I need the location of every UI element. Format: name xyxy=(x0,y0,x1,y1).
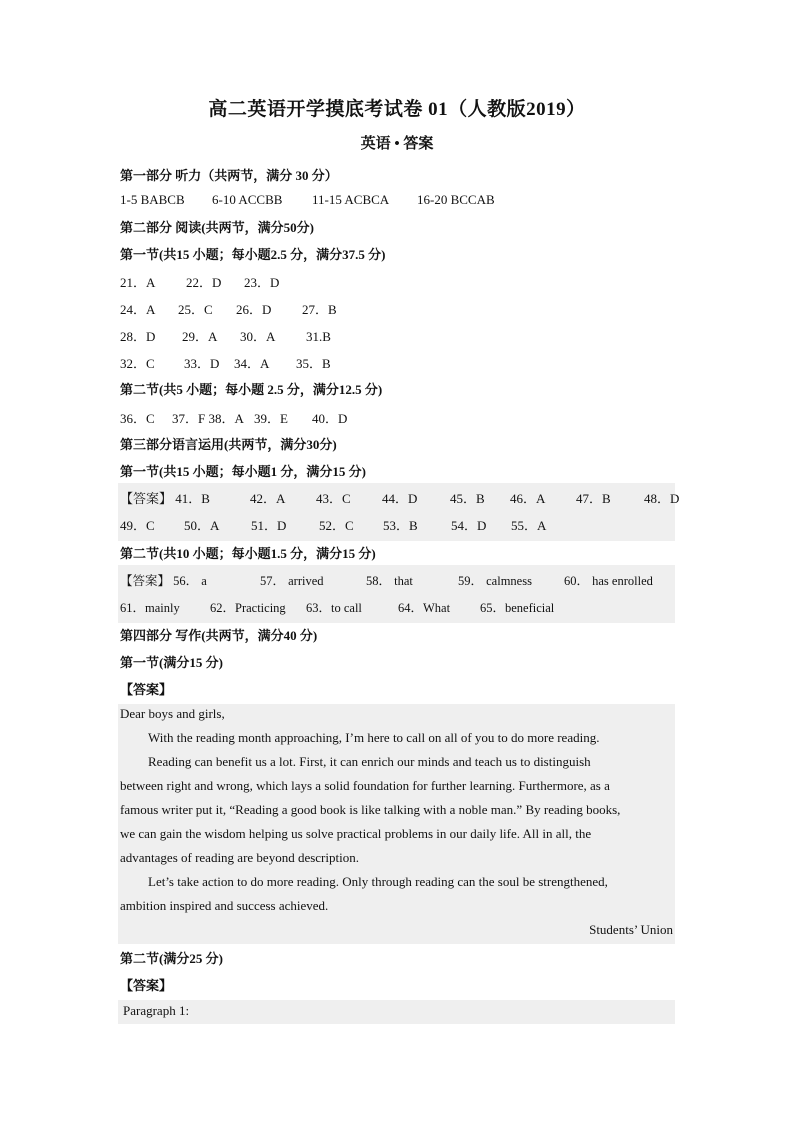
reading-answer: 24．A xyxy=(120,302,156,317)
reading-row xyxy=(120,353,331,372)
reading-answer: 27．B xyxy=(302,302,337,317)
essay-line: ambition inspired and success achieved. xyxy=(120,898,329,913)
grammar-answer: 65．beneficial xyxy=(480,601,555,615)
reading-answer: 37．F 38．A xyxy=(172,411,244,426)
cloze-answer: 51．D xyxy=(251,518,287,533)
cloze-answer: 49．C xyxy=(120,518,155,533)
part3-section2-heading: 第二节(共10 小题；每小题1.5 分，满分15 分) xyxy=(120,546,376,561)
cloze-answer: 54．D xyxy=(451,518,487,533)
paragraph-label: Paragraph 1: xyxy=(123,1003,190,1018)
reading-answer: 29．A xyxy=(182,329,218,344)
essay-line: Let’s take action to do more reading. Only through reading can the soul be strengthened, xyxy=(148,874,608,889)
part3-section1-heading: 第一节(共15 小题；每小题1 分，满分15 分) xyxy=(120,464,366,479)
part3-heading: 第三部分语言运用(共两节，满分30分) xyxy=(120,437,337,452)
part2-heading: 第二部分 阅读(共两节，满分50分) xyxy=(120,220,314,235)
cloze-answer: 50．A xyxy=(184,518,220,533)
listening-answer: 11-15 ACBCA xyxy=(312,192,390,207)
reading-row xyxy=(120,272,279,291)
reading-answer: 31.B xyxy=(306,329,331,344)
essay-line: we can gain the wisdom helping us solve practical problems in our daily life. All in all, the xyxy=(120,826,592,841)
grammar-answer: 【答案】 56． a xyxy=(120,574,207,588)
listening-answer: 16-20 BCCAB xyxy=(417,192,495,207)
essay-line: With the reading month approaching, I’m here to call on all of you to do more reading. xyxy=(148,730,600,745)
grammar-answer: 61．mainly xyxy=(120,601,180,615)
reading-answer: 22．D xyxy=(186,275,222,290)
reading-answer: 25．C xyxy=(178,302,213,317)
essay-salutation: Dear boys and girls, xyxy=(120,706,225,721)
essay-line: famous writer put it, “Reading a good book is like talking with a noble man.” By reading books, xyxy=(120,802,621,817)
reading-answer: 36．C xyxy=(120,411,155,426)
part4-heading: 第四部分 写作(共两节，满分40 分) xyxy=(120,628,318,643)
grammar-answer: 64．What xyxy=(398,601,451,615)
part4-section1-heading: 第一节(满分15 分) xyxy=(120,655,223,670)
cloze-answer: 【答案】 41．B xyxy=(120,491,210,506)
cloze-answer: 55．A xyxy=(511,518,547,533)
listening-answer: 6-10 ACCBB xyxy=(212,192,283,207)
cloze-answer: 45．B xyxy=(450,491,485,506)
cloze-answer: 48．D xyxy=(644,491,680,506)
reading-answer: 40．D xyxy=(312,411,348,426)
reading-answer: 23．D xyxy=(244,275,280,290)
cloze-answer: 53．B xyxy=(383,518,418,533)
grammar-answer-box xyxy=(118,565,675,623)
cloze-row xyxy=(120,515,546,534)
listening-answer: 1-5 BABCB xyxy=(120,192,185,207)
essay-answer-box xyxy=(118,704,675,944)
answer-label: 【答案】 xyxy=(120,682,173,697)
continuation-answer-box xyxy=(118,1000,675,1024)
cloze-row xyxy=(120,488,679,507)
cloze-answer: 47．B xyxy=(576,491,611,506)
page-subtitle: 英语 • 答案 xyxy=(360,136,434,152)
cloze-answer-box xyxy=(118,483,680,541)
part2-section1-heading: 第一节(共15 小题；每小题2.5 分，满分37.5 分) xyxy=(120,247,386,262)
essay-line: between right and wrong, which lays a solid foundation for further learning. Furthermore, as a xyxy=(120,778,610,793)
reading-row xyxy=(120,326,331,345)
grammar-row xyxy=(120,571,653,589)
grammar-answer: 57． arrived xyxy=(260,574,324,588)
grammar-answer: 59． calmness xyxy=(458,574,532,588)
part1-heading: 第一部分 听力（共两节，满分 30 分） xyxy=(120,168,338,183)
cloze-answer: 44．D xyxy=(382,491,418,506)
grammar-answer: 63．to call xyxy=(306,601,362,615)
reading-answer: 33．D xyxy=(184,356,220,371)
essay-line: Reading can benefit us a lot. First, it can enrich our minds and teach us to distinguish xyxy=(148,754,591,769)
reading-answer: 35．B xyxy=(296,356,331,371)
cloze-answer: 42．A xyxy=(250,491,286,506)
reading-answer: 28．D xyxy=(120,329,156,344)
reading-row xyxy=(120,408,347,427)
reading-answer: 21．A xyxy=(120,275,156,290)
part1-answers xyxy=(120,192,495,208)
reading-answer: 26．D xyxy=(236,302,272,317)
cloze-answer: 52．C xyxy=(319,518,354,533)
essay-signature: Students’ Union xyxy=(589,922,673,937)
page-title: 高二英语开学摸底考试卷 01（人教版2019） xyxy=(208,99,586,120)
cloze-answer: 46．A xyxy=(510,491,546,506)
reading-answer: 39．E xyxy=(254,411,288,426)
part2-section2-heading: 第二节(共5 小题；每小题 2.5 分，满分12.5 分) xyxy=(120,382,383,397)
grammar-answer: 60． has enrolled xyxy=(564,574,653,588)
grammar-row xyxy=(120,598,554,616)
essay-line: advantages of reading are beyond description. xyxy=(120,850,359,865)
cloze-answer: 43．C xyxy=(316,491,351,506)
grammar-answer: 62．Practicing xyxy=(210,601,286,615)
reading-answer: 32．C xyxy=(120,356,155,371)
part4-section2-heading: 第二节(满分25 分) xyxy=(120,951,223,966)
reading-row xyxy=(120,299,337,318)
reading-answer: 30．A xyxy=(240,329,276,344)
answer-label: 【答案】 xyxy=(120,978,173,993)
reading-answer: 34．A xyxy=(234,356,270,371)
grammar-answer: 58． that xyxy=(366,574,413,588)
